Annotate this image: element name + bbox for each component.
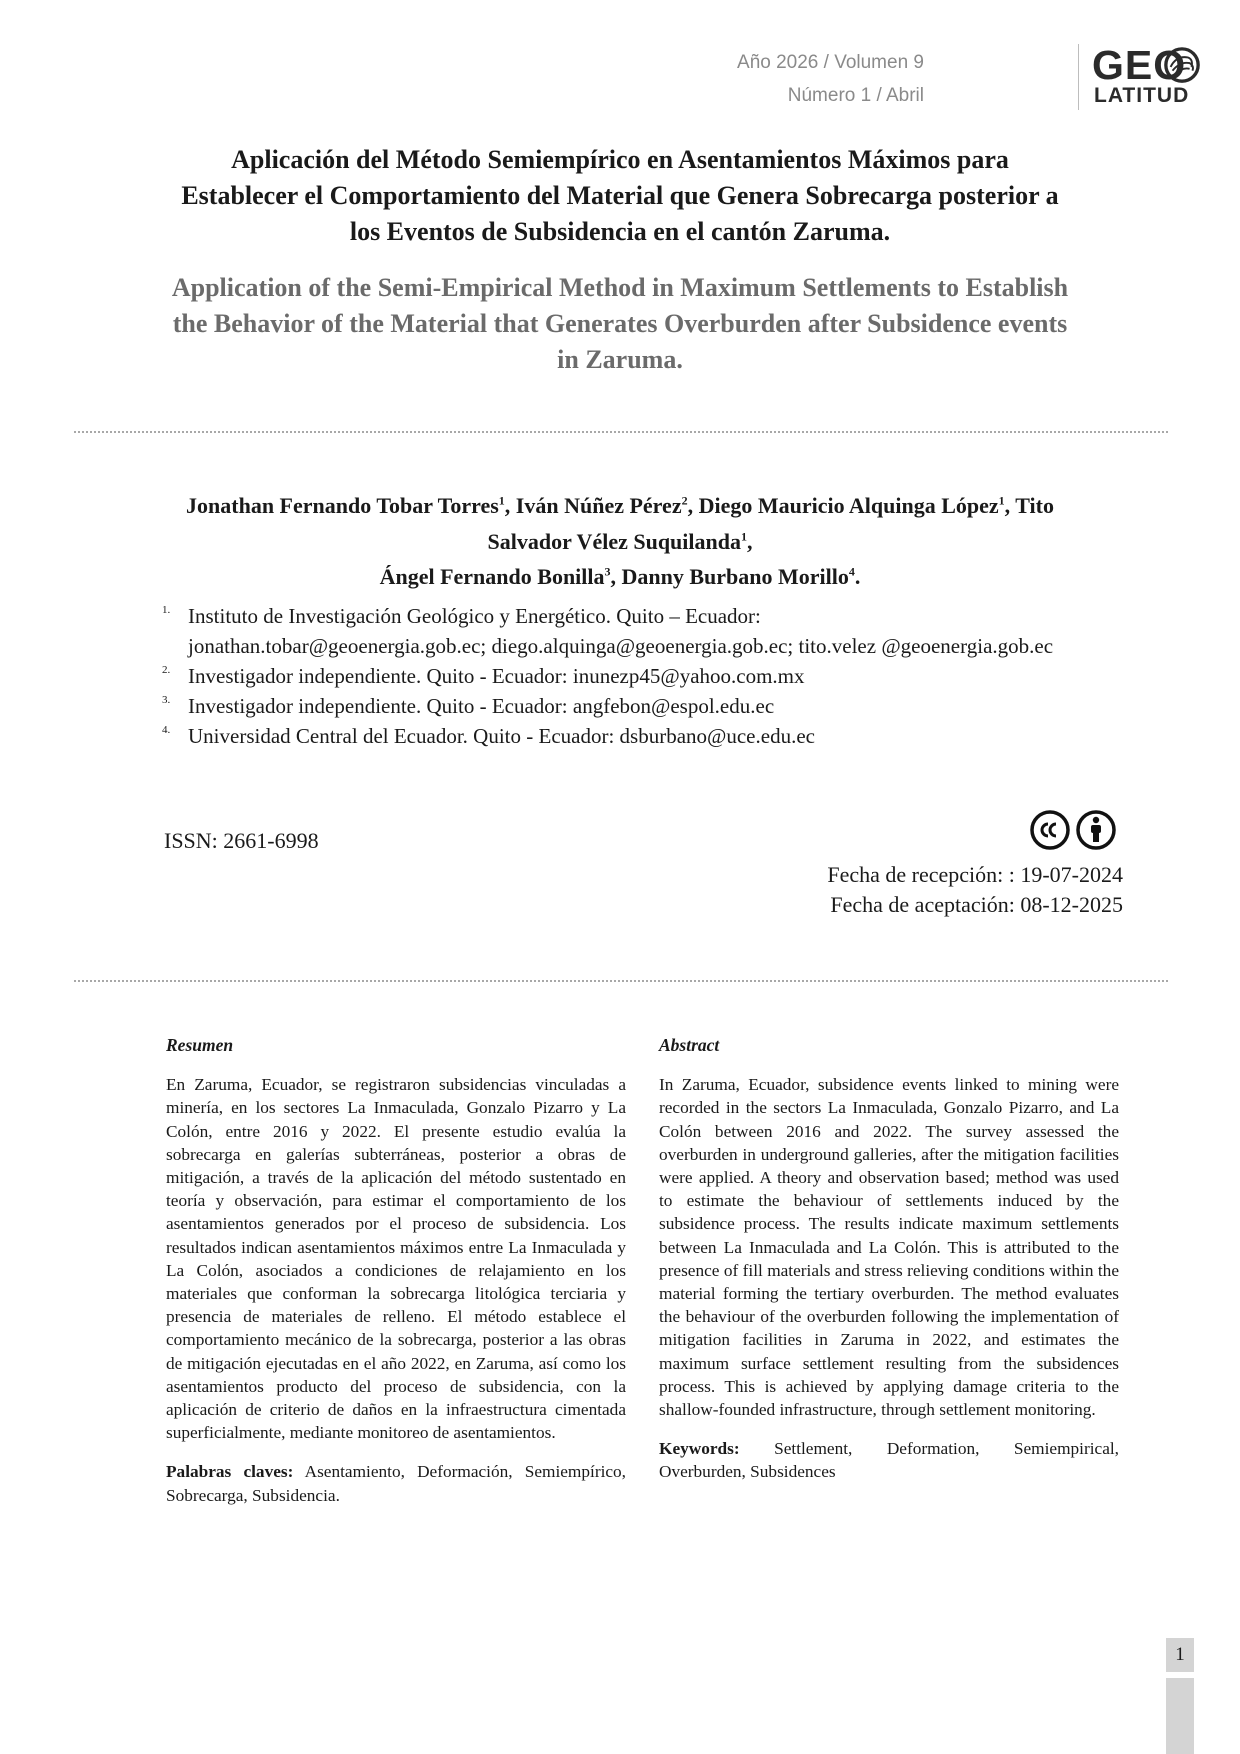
resumen-keywords: Palabras claves: Asentamiento, Deformación, Semiempírico, Sobrecarga, Subsidencia. — [166, 1462, 627, 1505]
by-icon — [1078, 812, 1114, 848]
affiliation-2: 2. Investigador independiente. Quito - Ecuador: inunezp45@yahoo.com.mx — [162, 664, 805, 688]
page-number: 1 — [1166, 1638, 1194, 1672]
issn: ISSN: 2661-6998 — [164, 828, 319, 853]
title-spanish: Aplicación del Método Semiempírico en Asentamientos Máximos para Establecer el Comportamiento del Material que Genera Sobrecarga posterior a los Eventos de Subsidencia en el cantón Zaruma. — [181, 145, 1059, 246]
issue-info — [737, 46, 924, 112]
issue-year-volume: Año 2026 / Volumen 9 — [737, 52, 924, 73]
author-6: Danny Burbano Morillo$^4$. — [621, 563, 861, 589]
affiliation-1: 1. Instituto de Investigación Geológico y Energético. Quito – Ecuador: jonathan.tobar@geoenergia.gob.ec; diego.alquinga@geoenergia.gob.ec; tito.velez @geoenergia.gob.ec — [162, 604, 1054, 658]
resumen-section — [166, 1034, 626, 1507]
logo-text-bottom: LATITUD — [1094, 84, 1190, 107]
logo-text-top: GEO — [1092, 42, 1187, 88]
page-side-bar — [1166, 1678, 1194, 1754]
resumen-heading: Resumen — [166, 1035, 234, 1055]
author-5: Ángel Fernando Bonilla$^3$, — [379, 563, 622, 589]
license-icons — [1030, 808, 1120, 852]
author-4: Tito Salvador Vélez Suquilanda$^1$, — [487, 493, 1054, 554]
header-divider — [1078, 44, 1079, 110]
author-1: Jonathan Fernando Tobar Torres$^1$, — [186, 493, 516, 519]
abstract-section — [659, 1034, 1119, 1484]
cc-icon — [1032, 812, 1068, 848]
dates — [827, 860, 1123, 920]
abstract-heading: Abstract — [659, 1035, 720, 1055]
journal-logo — [1092, 44, 1202, 110]
issue-number-month: Número 1 / Abril — [787, 85, 924, 106]
resumen-body: En Zaruma, Ecuador, se registraron subsidencias vinculadas a minería, en los sectores La Inmaculada, Gonzalo Pizarro y La Colón, entre 2016 y 2022. El presente estudio evalúa la sobrecarga en galerías subterráneas, posterior a obras de mitigación, a través de la aplicación del método sustentado en teoría y observación, para estimar el comportamiento de los asentamientos generados por el proceso de subsidencia. Los resultados indican asentamientos máximos entre La Inmaculada y La Colón, asociados a condiciones de relajamiento en los materiales que conforman la sobrecarga litológica terciaria y presencia de materiales de relleno. El método establece el comportamiento mecánico de la sobrecarga, posterior a las obras de mitigación ejecutadas en el año 2022, en Zaruma, así como los asentamientos producto del proceso de subsidencia, con la aplicación de criterio de daños en la infraestructura cimentada superficialmente, mediante monitoreo de asentamientos. — [166, 1075, 626, 1443]
abstract-keywords: Keywords: Settlement, Deformation, Semiempirical, Overburden, Subsidences — [659, 1439, 1119, 1482]
affiliation-3: 3. Investigador independiente. Quito - Ecuador: angfebon@espol.edu.ec — [162, 694, 775, 718]
affiliation-list — [162, 601, 1152, 751]
date-accepted: Fecha de aceptación: 08-12-2025 — [830, 892, 1123, 917]
author-2: Iván Núñez Pérez$^2$, — [515, 493, 699, 519]
abstract-body: In Zaruma, Ecuador, subsidence events linked to mining were recorded in the sectors La Inmaculada, Gonzalo Pizarro, and La Colón between 2016 and 2022. The survey assessed the overburden in underground galleries, after the mitigation facilities were applied. A theory and observation based; method was used to estimate the behaviour of settlements induced by the subsidence process. The results indicate maximum settlements between La Inmaculada and La Colón. This is attributed to the presence of fill materials and stress relieving conditions within the material forming the tertiary overburden. The method evaluates the behaviour of the overburden following the implementation of mitigation facilities in Zaruma in 2022, and estimates the maximum surface settlement resulting from the subsidences process. This is achieved by applying damage criteria to the shallow-founded infrastructure, through settlement monitoring. — [659, 1075, 1119, 1420]
author-list — [170, 486, 1070, 592]
divider-top — [74, 431, 1168, 433]
title-english: Application of the Semi-Empirical Method in Maximum Settlements to Establish the Behavior of the Material that Generates Overburden after Subsidence events in Zaruma. — [171, 273, 1069, 374]
affiliation-4: 4. Universidad Central del Ecuador. Quito - Ecuador: dsburbano@uce.edu.ec — [162, 724, 815, 748]
author-3: Diego Mauricio Alquinga López$^1$, — [698, 493, 1016, 519]
globe-icon — [1163, 46, 1201, 84]
divider-bottom — [74, 980, 1168, 982]
date-received: Fecha de recepción: : 19-07-2024 — [827, 862, 1123, 887]
